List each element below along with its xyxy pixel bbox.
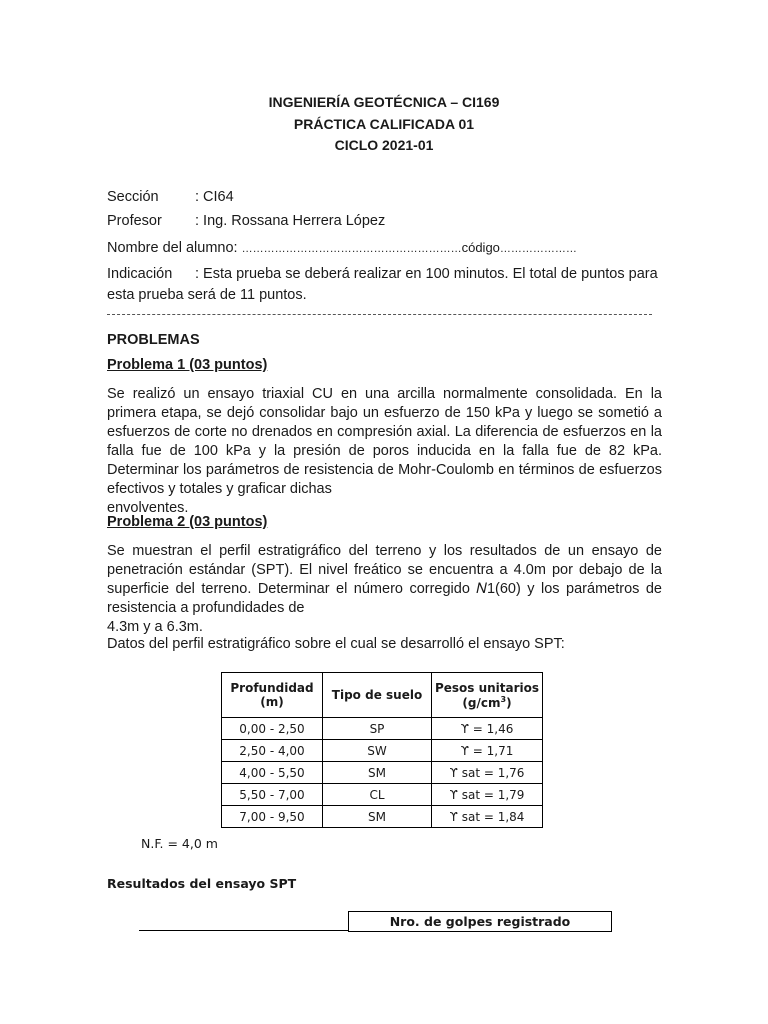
datos-intro: Datos del perfil estratigráfico sobre el cual se desarrolló el ensayo SPT: [107,636,565,652]
profesor-value: : Ing. Rossana Herrera López [195,213,386,229]
table-row [222,762,543,784]
cycle-title: CICLO 2021-01 [334,137,434,153]
seccion-value: : CI64 [195,189,234,205]
spt-table-header: Nro. de golpes registrado [348,911,612,932]
spt-results-title: Resultados del ensayo SPT [107,876,297,891]
problem2-body-end: 4.3m y a 6.3m. [107,619,203,635]
header-profundidad-line1: Profundidad [230,681,314,695]
separator-line [107,314,652,315]
nombre-label: Nombre del alumno: [107,240,242,256]
profesor-label: Profesor [107,213,162,229]
course-title: INGENIERÍA GEOTÉCNICA – CI169 [268,94,500,110]
indicacion-label: Indicación [107,266,173,282]
cell-unit-weight: ϒ = 1,46 [432,718,543,740]
nombre-blank: …………………………………………………… [241,243,462,255]
header-tipo-suelo: Tipo de suelo [323,673,432,718]
problem1-body-end: envolventes. [107,500,189,516]
header-pesos-close: ) [506,695,512,710]
cell-unit-weight: ϒ sat = 1,76 [432,762,543,784]
problem2-text [107,542,662,637]
cell-soil-type: SM [323,762,432,784]
header-pesos-sup: 3 [500,694,507,704]
cell-soil-type: SP [323,718,432,740]
codigo-label: código [461,240,500,255]
seccion-label: Sección [107,189,159,205]
cell-depth: 5,50 - 7,00 [222,784,323,806]
cell-depth: 2,50 - 4,00 [222,740,323,762]
section-heading: PROBLEMAS [107,332,200,348]
problem2-body: Se muestran el perfil estratigráfico del terreno y los resultados de un ensayo de penetración estándar (SPT). El nivel freático se encuentra a 4.0m por debajo de la superficie del terreno. Determinar el número corregido 𝑁1(60) y los parámetros de resistencia a profundidades de [107,543,662,616]
problem2-title: Problema 2 (03 puntos) [107,514,268,530]
header-profundidad-line2: (m) [260,695,284,709]
table-row [222,740,543,762]
table-header-row [222,673,543,718]
cell-depth: 7,00 - 9,50 [222,806,323,828]
exam-title: PRÁCTICA CALIFICADA 01 [293,116,475,132]
header-pesos-unitarios [432,673,543,718]
cell-unit-weight: ϒ sat = 1,84 [432,806,543,828]
cell-depth: 4,00 - 5,50 [222,762,323,784]
table-row [222,806,543,828]
cell-unit-weight: ϒ = 1,71 [432,740,543,762]
header-pesos-unit: (g/cm [462,695,501,710]
spt-table-left-rule [139,930,349,931]
cell-depth: 0,00 - 2,50 [222,718,323,740]
water-table-level: N.F. = 4,0 m [141,836,218,851]
cell-soil-type: SW [323,740,432,762]
codigo-blank: ………………… [499,243,577,255]
indicacion-value: : Esta prueba se deberá realizar en 100 minutos. El total de puntos para [195,266,658,282]
header-pesos-line1: Pesos unitarios [434,680,540,695]
problem1-body: Se realizó un ensayo triaxial CU en una arcilla normalmente consolidada. En la primera etapa, se dejó consolidar bajo un esfuerzo de 150 kPa y luego se sometió a esfuerzos de corte no drenados en compresión axial. La diferencia de esfuerzos en la falla fue de 100 kPa y la presión de poros inducida en la falla fue de 82 kPa. Determinar los parámetros de resistencia de Mohr-Coulomb en términos de esfuerzos efectivos y totales y graficar dichas [107,386,662,497]
cell-soil-type: SM [323,806,432,828]
indicacion-continuation: esta prueba será de 11 puntos. [107,287,307,303]
cell-unit-weight: ϒ sat = 1,79 [432,784,543,806]
cell-soil-type: CL [323,784,432,806]
header-profundidad [222,673,323,718]
problem1-title: Problema 1 (03 puntos) [107,357,268,373]
soil-profile-table [221,672,543,828]
student-name-line [107,240,577,256]
table-row [222,784,543,806]
problem1-text [107,385,662,518]
table-row [222,718,543,740]
